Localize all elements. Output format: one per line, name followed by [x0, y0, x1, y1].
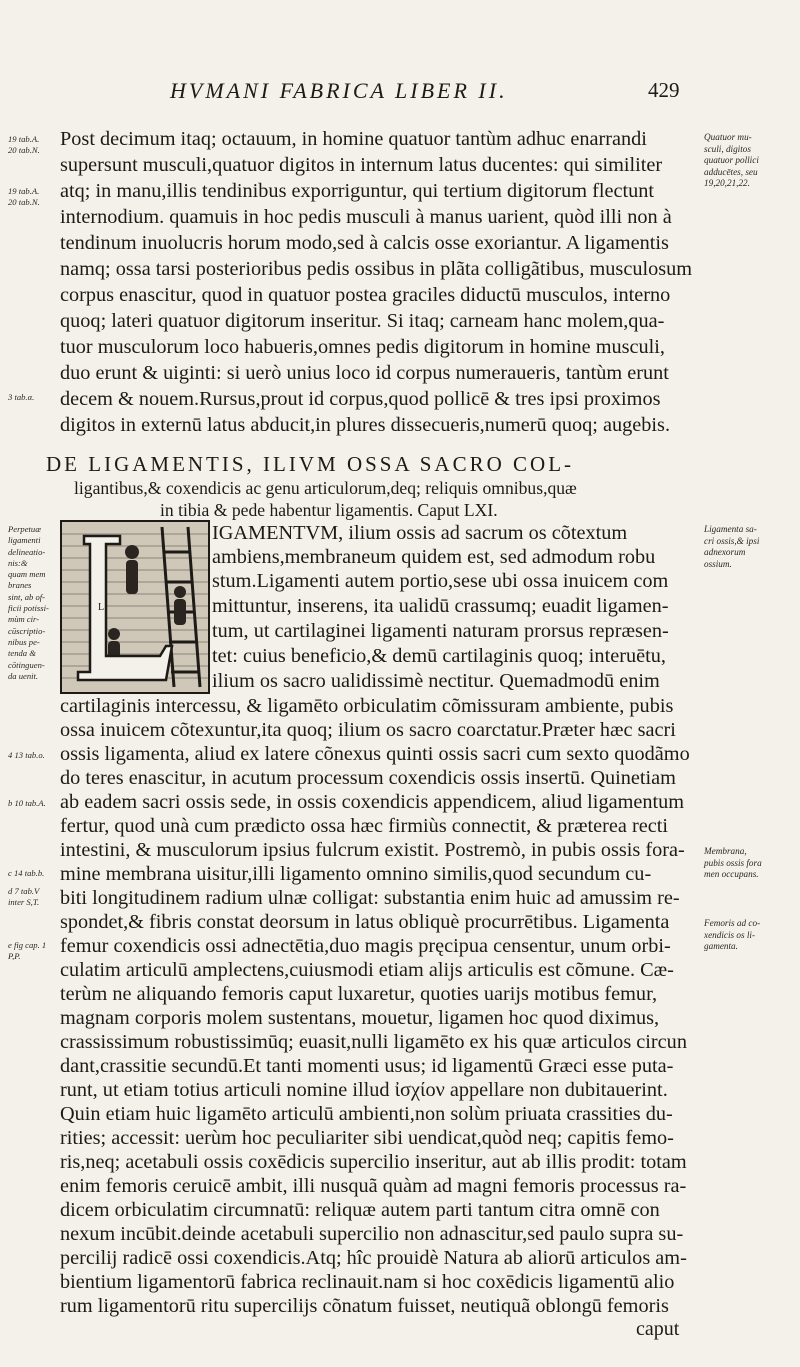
- margin-note-left: 19 tab.A. 20 tab.N.: [8, 186, 40, 208]
- chapter-subheading: ligantibus,& coxendicis ac genu articulorum,deq; reliquis omnibus,quæ: [74, 478, 577, 498]
- text-line: spondet,& fibris constat deorsum in latus obliquè procurrētibus. Ligamenta: [60, 911, 670, 933]
- chapter-subheading: in tibia & pede habentur ligamentis. Caput LXI.: [160, 500, 498, 520]
- text-line: bientium ligamentorū fabrica reclinauit.nam si hoc coxēdicis ligamentū alio: [60, 1271, 675, 1293]
- text-line: duo erunt & uiginti: si uerò unius loco id corpus numeraueris, tantùm erunt: [60, 362, 669, 384]
- margin-note-left: 4 13 tab.o.: [8, 750, 45, 760]
- text-line: internodium. quamuis in hoc pedis musculi à manus uarient, quòd illi non à: [60, 206, 672, 228]
- text-line: tuor musculorum loco habueris,omnes pedis digitorum in homine musculi,: [60, 336, 665, 358]
- margin-note-right: Quatuor mu- sculi, digitos quatuor pollici adducētes, seu 19,20,21,22.: [704, 132, 759, 188]
- text-line: stum.Ligamenti autem portio,sese ubi ossa inuicem com: [212, 570, 669, 592]
- text-line: quoq; lateri quatuor digitorum inseritur. Si itaq; carneam hanc molem,qua-: [60, 310, 665, 332]
- text-line: terùm ne aliquando femoris caput luxaretur, quoties uarijs motibus femur,: [60, 983, 658, 1005]
- text-line: corpus enascitur, quod in quatuor postea graciles diductū musculos, interno: [60, 284, 671, 306]
- margin-note-left: c 14 tab.b.: [8, 868, 45, 878]
- text-line: femur coxendicis ossi adnectētia,duo magis pręcipua censentur, unum orbi-: [60, 935, 671, 957]
- text-line: biti longitudinem radium ulnæ colligat: substantia enim huic ad amussim re-: [60, 887, 680, 909]
- margin-note-left: e fig cap. 1 P,P.: [8, 940, 47, 962]
- text-line: rum ligamentorū ritu supercilijs cõnatum fuisset, neutiquã oblongū femoris: [60, 1295, 669, 1317]
- text-line: runt, ut etiam totius articuli nomine illud ἰσχίον appellare non dubitauerint.: [60, 1079, 668, 1101]
- margin-note-right: Membrana, pubis ossis fora men occupans.: [704, 846, 762, 879]
- text-line: decem & nouem.Rursus,prout id corpus,quod pollicē & tres ipsi proximos: [60, 388, 661, 410]
- text-line: do teres enascitur, in acutum processum coxendicis ossis insertū. Quinetiam: [60, 767, 676, 789]
- margin-note-left: d 7 tab.V inter S,T.: [8, 886, 40, 908]
- initial-letter: L: [98, 602, 105, 613]
- text-line: Quin etiam huic ligamēto articulū ambienti,non solùm priuata crassities du-: [60, 1103, 673, 1125]
- text-line: crassissimum robustissimūq; euasit,nulli ligamēto ex his quæ articulos circun: [60, 1031, 687, 1053]
- text-line: fertur, quod unà cum prædicto ossa hæc firmiùs connectit, & præterea recti: [60, 815, 669, 837]
- catchword: caput: [636, 1318, 680, 1340]
- text-line: tet: cuius beneficio,& demū cartilaginis quoq; interuētu,: [212, 645, 666, 667]
- text-line: digitos in externū latus abducit,in plures dissecueris,numerū quoq; augebis.: [60, 414, 671, 436]
- text-line: Post decimum itaq; octauum, in homine quatuor tantùm adhuc enarrandi: [60, 128, 647, 150]
- text-line: mittuntur, inserens, ita ualidū crassumq; euadit ligamen-: [212, 595, 669, 617]
- text-line: ambiens,membraneum quidem est, sed admodum robu: [212, 546, 656, 568]
- text-line: tum, ut cartilaginei ligamenti naturam prorsus repræsen-: [212, 620, 669, 642]
- text-line: ris,neq; acetabuli ossis coxēdicis supercilio inseritur, aut ab illis prodit: totam: [60, 1151, 687, 1173]
- margin-note-left: 19 tab.A. 20 tab.N.: [8, 134, 40, 156]
- text-line: supersunt musculi,quatuor digitos in internum latus ducentes: qui similiter: [60, 154, 663, 176]
- woodcut-illustration: [62, 522, 208, 692]
- text-line: ab eadem sacri ossis sede, in ossis coxendicis appendicem, aliud ligamentum: [60, 791, 685, 813]
- text-line: ossis ligamenta, aliud ex latere cõnexus quinti ossis sacri cum sexto quodãmo: [60, 743, 690, 765]
- text-line: intestini, & musculorum ipsius fulcrum existit. Postremò, in pubis ossis fora-: [60, 839, 685, 861]
- text-line: atq; in manu,illis tendinibus exporriguntur, qui tertium digitorum flectunt: [60, 180, 655, 202]
- text-line: enim femoris ceruicē ambit, illi nusquã quàm ad magni femoris processus ra-: [60, 1175, 687, 1197]
- text-line: mine membrana uisitur,illi ligamento omnino similis,quod secundum cu-: [60, 863, 652, 885]
- margin-note-right: Ligamenta sa- cri ossis,& ipsi adnexorum ossium.: [704, 524, 760, 569]
- text-line: namq; ossa tarsi posterioribus pedis ossibus in plãta colligãtibus, musculosum: [60, 258, 693, 280]
- text-line: dant,crassitie secundū.Et tanti momenti usus; id ligamentū Græci esse puta-: [60, 1055, 674, 1077]
- text-line: ossa inuicem cõtexuntur,ita quoq; ilium os sacro coarctatur.Præter hæc sacri: [60, 719, 676, 741]
- text-line: IGAMENTVM, ilium ossis ad sacrum os cõtextum: [212, 522, 628, 544]
- text-line: rities; accessit: uerùm hoc peculiariter sibi uendicat,quòd neq; capitis femo-: [60, 1127, 674, 1149]
- chapter-heading: DE LIGAMENTIS, ILIVM OSSA SACRO COL-: [46, 452, 575, 476]
- margin-note-left: Perpetuæ ligamenti delineatio- nis:& quam mem branes sint, ab of- ficii potissi- mùm cir- cūscriptio- nibus pe- tenda & cōtinguen- da uenit.: [8, 524, 49, 681]
- text-line: ilium os sacro ualidissimè nectitur. Quemadmodū enim: [212, 670, 660, 692]
- margin-note-left: 3 tab.α.: [8, 392, 35, 402]
- margin-note-right: Femoris ad co- xendicis os li- gamenta.: [704, 918, 761, 951]
- running-head: HVMANI FABRICA LIBER II.: [170, 78, 508, 103]
- text-line: nexum incūbit.deinde acetabuli supercilio non adnascitur,sed paulo supra su-: [60, 1223, 684, 1245]
- page-number: 429: [648, 78, 680, 102]
- woodcut-initial: [60, 520, 210, 694]
- text-line: percilij radicē ossi coxendicis.Atq; hîc prouidè Natura ab aliorū articulos am-: [60, 1247, 687, 1269]
- text-line: magnam corporis molem sustentans, mouetur, ligamen hoc quod diximus,: [60, 1007, 660, 1029]
- text-line: cartilaginis intercessu, & ligamēto orbiculatim cõmissuram ambiente, pubis: [60, 695, 674, 717]
- margin-note-left: b 10 tab.A.: [8, 798, 46, 808]
- text-line: tendinum inuolucris horum modo,sed à calcis osse exoriantur. A ligamentis: [60, 232, 669, 254]
- text-line: dicem orbiculatim circumnatū: reliquæ autem parti tantum citra omnē con: [60, 1199, 660, 1221]
- text-line: culatim articulū amplectens,cuiusmodi etiam alijs articulis est cõmune. Cæ-: [60, 959, 674, 981]
